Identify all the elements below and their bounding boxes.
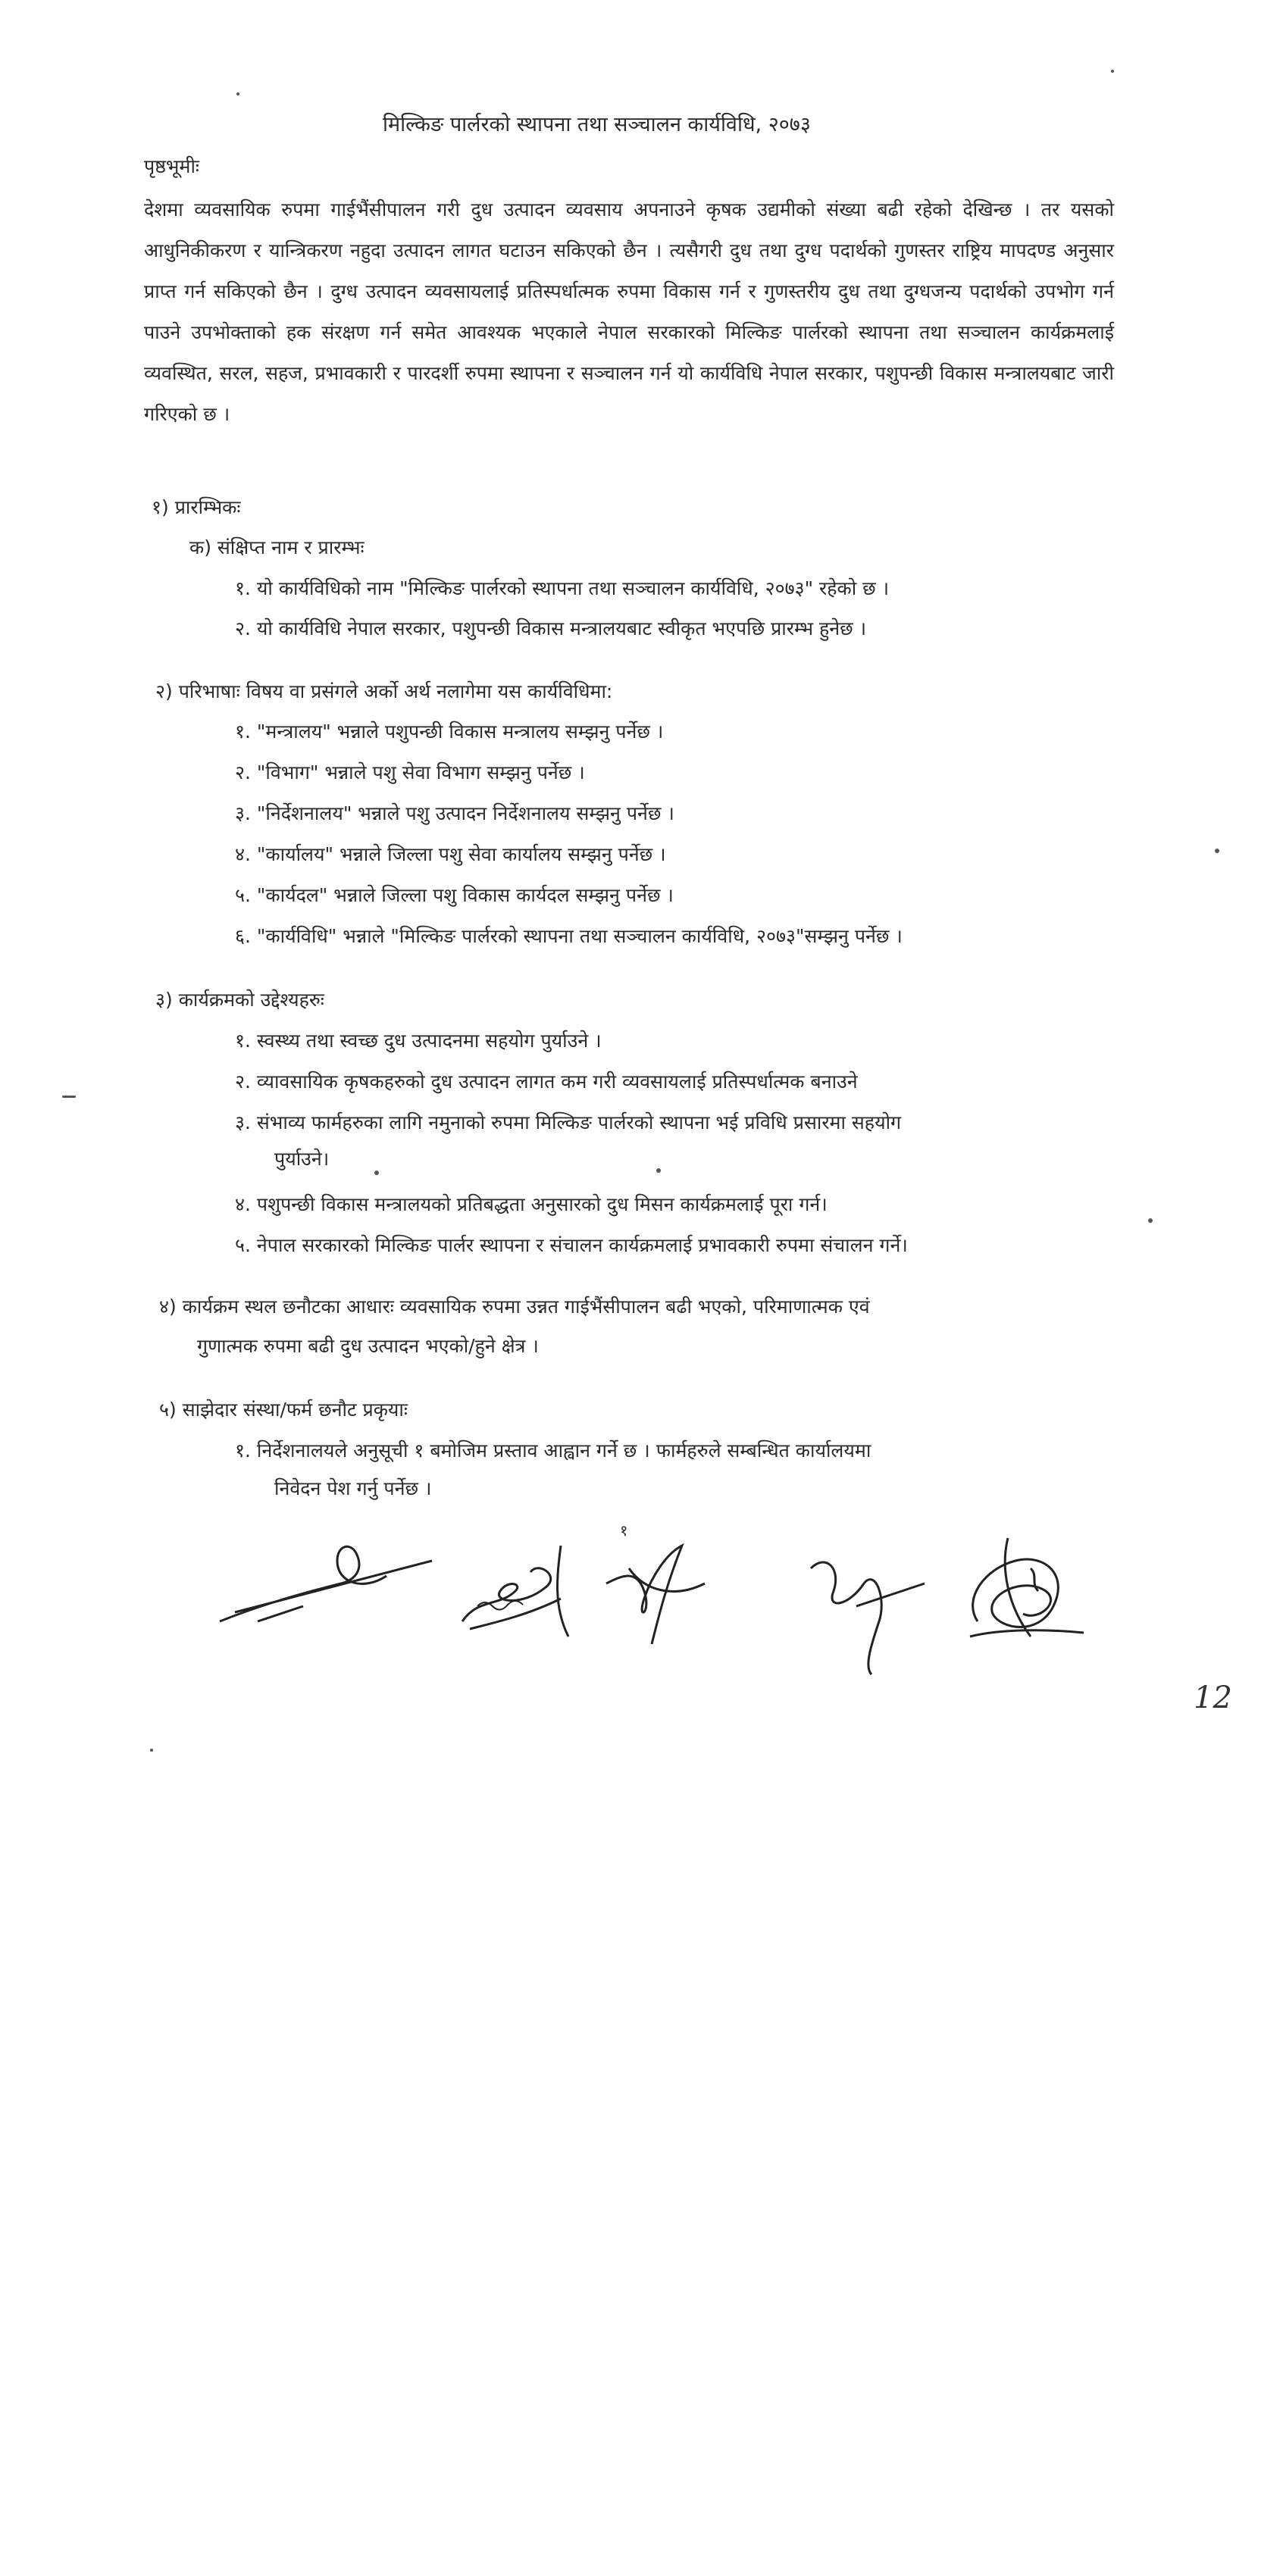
background-heading: पृष्ठभूमीः [144, 155, 199, 177]
objective-item: ३. संभाव्य फार्महरुका लागि नमुनाको रुपमा मिल्किङ पार्लरको स्थापना भई प्रविधि प्रसारमा सहयोग [235, 1111, 902, 1133]
background-text: देशमा व्यवसायिक रुपमा गाईभैंसीपालन गरी दुध उत्पादन व्यवसाय अपनाउने कृषक उद्यमीको संख्या बढी रहेको देखिन्छ । तर यसको आधुनिकीकरण र यान्त्रिकरण नहुदा उत्पादन लागत घटाउन सकिएको छैन । त्यसैगरी दुध तथा दुग्ध पदार्थको गुणस्तर राष्ट्रिय मापदण्ड अनुसार प्राप्त गर्न सकिएको छैन । दुग्ध उत्पादन व्यवसायलाई प्रतिस्पर्धात्मक रुपमा विकास गर्न र गुणस्तरीय दुध तथा दुग्धजन्य पदार्थको उपभोग गर्न पाउने उपभोक्ताको हक संरक्षण गर्न समेत आवश्यक भएकाले नेपाल सरकारको मिल्किङ पार्लरको स्थापना तथा सञ्चालन कार्यक्रमलाई व्यवस्थित, सरल, सहज, प्रभावकारी र पारदर्शी रुपमा स्थापना र सञ्चालन गर्न यो कार्यविधि नेपाल सरकार, पशुपन्छी विकास मन्त्रालयबाट जारी गरिएको छ । [144, 199, 1114, 425]
signature-4 [803, 1538, 932, 1682]
definition-item: ३. "निर्देशनालय" भन्नाले पशु उत्पादन निर्देशनालय सम्झनु पर्नेछ । [235, 802, 674, 824]
page-number: १ [620, 1521, 628, 1540]
section-5-item-continuation: निवेदन पेश गर्नु पर्नेछ । [274, 1477, 432, 1499]
section-3-heading: ३) कार्यक्रमको उद्देश्यहरुः [155, 989, 324, 1011]
objective-item: ४. पशुपन्छी विकास मन्त्रालयको प्रतिबद्धता अनुसारको दुध मिसन कार्यक्रमलाई पूरा गर्न। [235, 1193, 828, 1215]
section-5-heading: ५) साझेदार संस्था/फर्म छनौट प्रकृयाः [159, 1399, 408, 1421]
signature-1 [212, 1523, 440, 1637]
definition-item: ४. "कार्यालय" भन्नाले जिल्ला पशु सेवा कार्यालय सम्झनु पर्नेछ । [235, 843, 666, 865]
signature-2 [447, 1515, 599, 1644]
section-4-text: ४) कार्यक्रम स्थल छनौटका आधारः व्यवसायिक रुपमा उन्नत गाईभैंसीपालन बढी भएको, परिमाणात्मक एवं [159, 1296, 870, 1318]
section-4-text-continuation: गुणात्मक रुपमा बढी दुध उत्पादन भएको/हुने क्षेत्र । [197, 1335, 539, 1357]
definition-item: ६. "कार्यविधि" भन्नाले "मिल्किङ पार्लरको स्थापना तथा सञ्चालन कार्यविधि, २०७३"सम्झनु पर्नेछ । [235, 925, 903, 947]
section-1-heading: १) प्रारम्भिकः [152, 496, 241, 518]
document-title: मिल्किङ पार्लरको स्थापना तथा सञ्चालन कार्यविधि, २०७३ [383, 113, 811, 136]
objective-item: ५. नेपाल सरकारको मिल्किङ पार्लर स्थापना र संचालन कार्यक्रमलाई प्रभावकारी रुपमा संचालन गर्ने। [235, 1234, 908, 1256]
section-2-heading: २) परिभाषाः विषय वा प्रसंगले अर्को अर्थ नलागेमा यस कार्यविधिमा: [155, 680, 613, 702]
scan-speck [656, 1168, 661, 1173]
scan-speck [374, 1171, 379, 1175]
objective-item: १. स्वस्थ्य तथा स्वच्छ दुध उत्पादनमा सहयोग पुर्याउने । [235, 1030, 602, 1052]
objective-item-continuation: पुर्याउने। [274, 1148, 330, 1170]
signature-3 [599, 1523, 720, 1652]
section-5-item: १. निर्देशनालयले अनुसूची १ बमोजिम प्रस्ताव आह्वान गर्ने छ । फार्महरुले सम्बन्धित कार्यालयमा [235, 1440, 871, 1462]
scan-speck [62, 1096, 76, 1098]
scan-speck [1148, 1218, 1153, 1223]
background-paragraph [144, 189, 1114, 435]
signature-5 [955, 1523, 1091, 1652]
handwritten-page-number: 12 [1194, 1680, 1232, 1715]
scan-speck [150, 1749, 153, 1752]
definition-item: २. "विभाग" भन्नाले पशु सेवा विभाग सम्झनु पर्नेछ । [235, 761, 585, 783]
section-1-item: २. यो कार्यविधि नेपाल सरकार, पशुपन्छी विकास मन्त्रालयबाट स्वीकृत भएपछि प्रारम्भ हुनेछ । [235, 617, 867, 639]
scan-speck [1215, 849, 1219, 853]
definition-item: १. "मन्त्रालय" भन्नाले पशुपन्छी विकास मन्त्रालय सम्झनु पर्नेछ । [235, 721, 664, 742]
objective-item: २. व्यावसायिक कृषकहरुको दुध उत्पादन लागत कम गरी व्यवसायलाई प्रतिस्पर्धात्मक बनाउने [235, 1071, 858, 1093]
section-1-item: १. यो कार्यविधिको नाम "मिल्किङ पार्लरको स्थापना तथा सञ्चालन कार्यविधि, २०७३" रहेको छ । [235, 577, 890, 599]
section-1-subheading: क) संक्षिप्त नाम र प्रारम्भः [189, 536, 365, 558]
definition-item: ५. "कार्यदल" भन्नाले जिल्ला पशु विकास कार्यदल सम्झनु पर्नेछ । [235, 884, 674, 906]
scan-speck [236, 92, 239, 95]
scan-speck [1111, 70, 1114, 73]
